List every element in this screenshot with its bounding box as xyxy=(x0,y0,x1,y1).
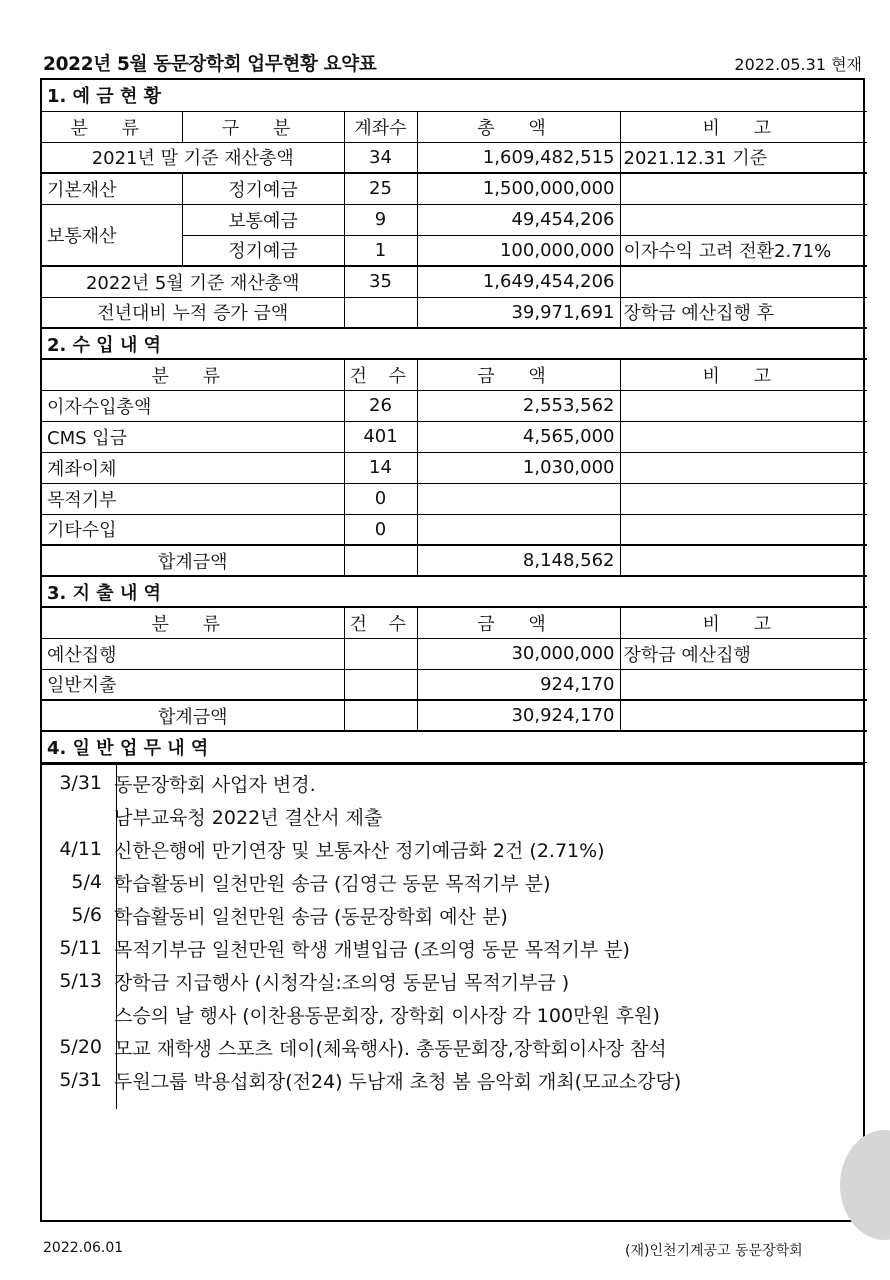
row-label: 목적기부 xyxy=(42,483,344,514)
table-row xyxy=(42,142,867,173)
remark xyxy=(620,514,867,545)
as-of-date: 2022.05.31 현재 xyxy=(734,55,862,74)
table-row xyxy=(42,266,867,297)
table-row xyxy=(42,297,867,328)
col-header: 비 고 xyxy=(620,607,867,638)
amount: 30,000,000 xyxy=(417,638,620,669)
total-label: 합계금액 xyxy=(42,545,344,576)
total-label: 합계금액 xyxy=(42,700,344,731)
remark xyxy=(620,390,867,421)
remark: 장학금 예산집행 xyxy=(620,638,867,669)
log-text: 학습활동비 일천만원 송금 (김영근 동문 목적기부 분) xyxy=(114,872,551,895)
log-text: 두원그룹 박용섭회장(전24) 두남재 초청 봄 음악회 개최(모교소강당) xyxy=(114,1070,682,1093)
row-label: 일반지출 xyxy=(42,669,344,700)
remark xyxy=(620,452,867,483)
col-header: 계좌수 xyxy=(344,111,417,142)
summary-table xyxy=(42,80,867,763)
table-row xyxy=(42,483,867,514)
section-title: 1. 예 금 현 황 xyxy=(42,80,867,111)
remark xyxy=(620,173,867,204)
remark: 이자수익 고려 전환2.71% xyxy=(620,235,867,266)
log-text: 스승의 날 행사 (이찬용동문회장, 장학회 이사장 각 100만원 후원) xyxy=(114,1004,660,1027)
table-row xyxy=(42,421,867,452)
remark xyxy=(620,700,867,731)
row-label: 2022년 5월 기준 재산총액 xyxy=(42,266,344,297)
row-label: 이자수입총액 xyxy=(42,390,344,421)
table-row xyxy=(42,638,867,669)
log-entry xyxy=(42,932,863,965)
summary-sheet xyxy=(40,78,865,1222)
log-date: 5/4 xyxy=(71,871,102,893)
total-amount: 8,148,562 xyxy=(417,545,620,576)
remark: 장학금 예산집행 후 xyxy=(620,297,867,328)
log-text: 모교 재학생 스포츠 데이(체육행사). 총동문회장,장학회이사장 참석 xyxy=(114,1037,667,1060)
account-count: 34 xyxy=(344,142,417,173)
col-header: 건 수 xyxy=(344,359,417,390)
document-title: 2022년 5월 동문장학회 업무현황 요약표 xyxy=(43,54,377,75)
expense-header-row xyxy=(42,607,867,638)
log-date: 5/13 xyxy=(59,970,102,992)
log-entry xyxy=(42,1031,863,1064)
row-label: 기본재산 xyxy=(42,173,182,204)
log-date: 5/20 xyxy=(59,1036,102,1058)
count xyxy=(344,669,417,700)
remark xyxy=(620,266,867,297)
col-header: 구 분 xyxy=(182,111,344,142)
col-header: 분 류 xyxy=(42,607,344,638)
row-sublabel: 정기예금 xyxy=(182,235,344,266)
row-sublabel: 보통예금 xyxy=(182,204,344,235)
section-title: 4. 일 반 업 무 내 역 xyxy=(42,731,867,762)
col-header: 총 액 xyxy=(417,111,620,142)
amount: 2,553,562 xyxy=(417,390,620,421)
remark: 2021.12.31 기준 xyxy=(620,142,867,173)
section-title: 2. 수 입 내 역 xyxy=(42,328,867,359)
count xyxy=(344,545,417,576)
amount: 49,454,206 xyxy=(417,204,620,235)
log-entry xyxy=(42,833,863,866)
log-text: 장학금 지급행사 (시청각실:조의영 동문님 목적기부금 ) xyxy=(114,971,570,994)
col-header: 비 고 xyxy=(620,111,867,142)
log-entry xyxy=(42,866,863,899)
count: 0 xyxy=(344,483,417,514)
log-entry xyxy=(42,800,863,833)
account-count: 35 xyxy=(344,266,417,297)
table-row xyxy=(42,669,867,700)
col-header: 금 액 xyxy=(417,607,620,638)
total-row xyxy=(42,700,867,731)
section-2-header xyxy=(42,328,867,359)
section-title: 3. 지 출 내 역 xyxy=(42,576,867,607)
total-row xyxy=(42,545,867,576)
remark xyxy=(620,421,867,452)
col-header: 분 류 xyxy=(42,111,182,142)
general-log xyxy=(42,763,863,1109)
section-1-header xyxy=(42,80,867,111)
row-label: CMS 입금 xyxy=(42,421,344,452)
amount: 100,000,000 xyxy=(417,235,620,266)
row-label: 전년대비 누적 증가 금액 xyxy=(42,297,344,328)
log-text: 동문장학회 사업자 변경. xyxy=(114,773,316,796)
account-count: 1 xyxy=(344,235,417,266)
deposits-header-row xyxy=(42,111,867,142)
col-header: 비 고 xyxy=(620,359,867,390)
log-date: 5/6 xyxy=(71,904,102,926)
amount: 1,500,000,000 xyxy=(417,173,620,204)
log-date: 3/31 xyxy=(59,772,102,794)
row-label: 2021년 말 기준 재산총액 xyxy=(42,142,344,173)
account-count: 9 xyxy=(344,204,417,235)
amount xyxy=(417,483,620,514)
amount: 1,609,482,515 xyxy=(417,142,620,173)
remark xyxy=(620,483,867,514)
remark xyxy=(620,204,867,235)
footer-organization: (재)인천기계공고 동문장학회 xyxy=(625,1243,803,1259)
footer-date: 2022.06.01 xyxy=(43,1240,124,1256)
log-divider xyxy=(116,765,117,1109)
log-entry xyxy=(42,899,863,932)
amount xyxy=(417,514,620,545)
col-header: 분 류 xyxy=(42,359,344,390)
log-text: 신한은행에 만기연장 및 보통자산 정기예금화 2건 (2.71%) xyxy=(114,839,605,862)
row-label: 기타수입 xyxy=(42,514,344,545)
table-row xyxy=(42,390,867,421)
count: 401 xyxy=(344,421,417,452)
income-header-row xyxy=(42,359,867,390)
row-label: 계좌이체 xyxy=(42,452,344,483)
count xyxy=(344,638,417,669)
log-date: 5/11 xyxy=(59,937,102,959)
count: 26 xyxy=(344,390,417,421)
count: 0 xyxy=(344,514,417,545)
row-sublabel: 정기예금 xyxy=(182,173,344,204)
log-date: 5/31 xyxy=(59,1069,102,1091)
count xyxy=(344,700,417,731)
table-row xyxy=(42,514,867,545)
count: 14 xyxy=(344,452,417,483)
account-count xyxy=(344,297,417,328)
log-entry xyxy=(42,965,863,998)
amount: 39,971,691 xyxy=(417,297,620,328)
col-header: 금 액 xyxy=(417,359,620,390)
log-text: 학습활동비 일천만원 송금 (동문장학회 예산 분) xyxy=(114,905,508,928)
remark xyxy=(620,669,867,700)
log-entry xyxy=(42,767,863,800)
log-entry xyxy=(42,1064,863,1097)
amount: 924,170 xyxy=(417,669,620,700)
row-label: 보통재산 xyxy=(42,204,182,266)
total-amount: 30,924,170 xyxy=(417,700,620,731)
log-text: 목적기부금 일천만원 학생 개별입금 (조의영 동문 목적기부 분) xyxy=(114,938,630,961)
log-entry xyxy=(42,998,863,1031)
row-label: 예산집행 xyxy=(42,638,344,669)
table-row xyxy=(42,204,867,235)
account-count: 25 xyxy=(344,173,417,204)
section-4-header xyxy=(42,731,867,762)
table-row xyxy=(42,173,867,204)
log-date: 4/11 xyxy=(59,838,102,860)
table-row xyxy=(42,452,867,483)
log-text: 남부교육청 2022년 결산서 제출 xyxy=(114,806,383,829)
remark xyxy=(620,545,867,576)
amount: 1,030,000 xyxy=(417,452,620,483)
col-header: 건 수 xyxy=(344,607,417,638)
amount: 1,649,454,206 xyxy=(417,266,620,297)
section-3-header xyxy=(42,576,867,607)
amount: 4,565,000 xyxy=(417,421,620,452)
